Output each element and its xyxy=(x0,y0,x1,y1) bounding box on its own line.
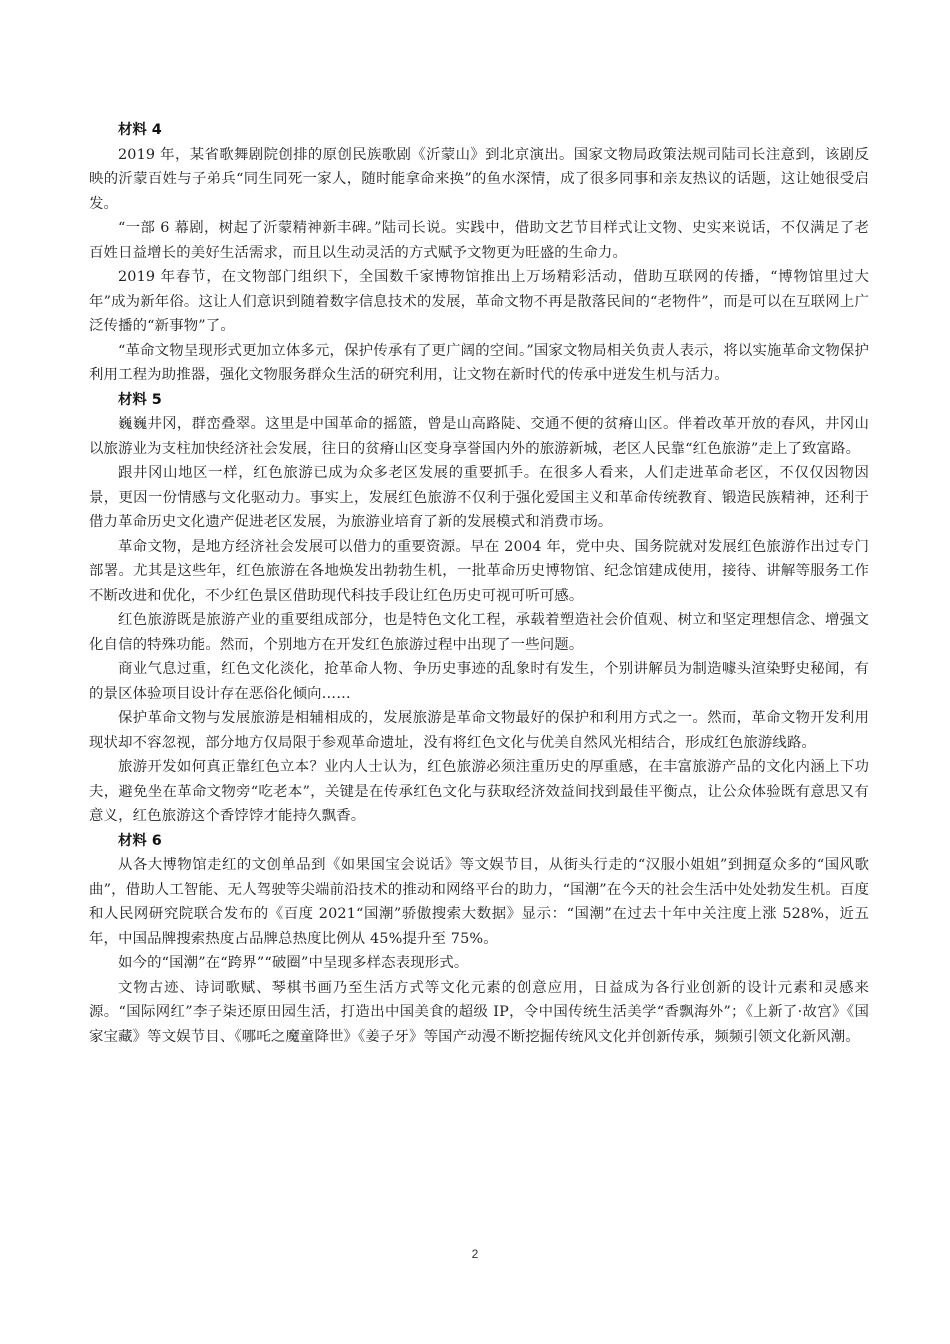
paragraph: “一部 6 幕剧，树起了沂蒙精神新丰碑。”陆司长说。实践中，借助文艺节目样式让文物、史实来说话，不仅满足了老百姓日益增长的美好生活需求，而且以生动灵活的方式赋予文物更为旺盛的生命力。 xyxy=(89,220,869,261)
paragraph: 革命文物，是地方经济社会发展可以借力的重要资源。早在 2004 年，党中央、国务院就对发展红色旅游作出过专门部署。尤其是这些年，红色旅游在各地焕发出勃勃生机，一批革命历史博物馆、纪念馆建成使用，接待、讲解等服务工作不断改进和优化，不少红色景区借助现代科技手段让红色历史可视可听可感。 xyxy=(89,538,869,604)
paragraph: 从各大博物馆走红的文创单品到《如果国宝会说话》等文娱节目，从街头行走的“汉服小姐姐”到拥趸众多的“国风歌曲”，借助人工智能、无人驾驶等尖端前沿技术的推动和网络平台的助力，“国潮”在今天的社会生活中处处勃发生机。百度和人民网研究院联合发布的《百度 2021“国潮”骄傲搜索大数据》显示：“国潮”在过去十年中关注度上涨 528%，近五年，中国品牌搜索热度占品牌总热度比例从 45%提升至 75%。 xyxy=(89,857,869,947)
section-material-4 xyxy=(89,118,869,388)
paragraph: 如今的“国潮”在“跨界”“破圈”中呈现多样态表现形式。 xyxy=(118,955,469,971)
paragraph: 商业气息过重，红色文化淡化，抢革命人物、争历史事迹的乱象时有发生，个别讲解员为制造噱头渲染野史秘闻，有的景区体验项目设计存在恶俗化倾向…… xyxy=(89,661,869,702)
section-heading: 材料 6 xyxy=(118,832,162,849)
paragraph: 2019 年，某省歌舞剧院创排的原创民族歌剧《沂蒙山》到北京演出。国家文物局政策法规司陆司长注意到，该剧反映的沂蒙百姓与子弟兵“同生同死一家人，随时能拿命来换”的鱼水深情，成了很多同事和亲友热议的话题，这让她很受启发。 xyxy=(89,146,869,212)
paragraph: 文物古迹、诗词歌赋、琴棋书画乃至生活方式等文化元素的创意应用，日益成为各行业创新的设计元素和灵感来源。“国际网红”李子柒还原田园生活，打造出中国美食的超级 IP，令中国传统生活美学“香飘海外”；《上新了·故宫》《国家宝藏》等文娱节目、《哪吒之魔童降世》《姜子牙》等国产动漫不断挖掘传统风文化并创新传承，频频引领文化新风潮。 xyxy=(89,979,869,1045)
paragraph: 旅游开发如何真正靠红色立本？业内人士认为，红色旅游必须注重历史的厚重感，在丰富旅游产品的文化内涵上下功夫，避免坐在革命文物旁“吃老本”，关键是在传承红色文化与获取经济效益间找到最佳平衡点，让公众体验既有意思又有意义，红色旅游这个香饽饽才能持久飘香。 xyxy=(89,759,869,824)
paragraph: “革命文物呈现形式更加立体多元，保护传承有了更广阔的空间。”国家文物局相关负责人表示，将以实施革命文物保护利用工程为助推器，强化文物服务群众生活的研究利用，让文物在新时代的传承中迸发生机与活力。 xyxy=(89,342,869,383)
section-heading: 材料 5 xyxy=(118,391,162,408)
section-material-6 xyxy=(89,829,869,1050)
section-heading: 材料 4 xyxy=(118,122,162,138)
paragraph: 跟井冈山地区一样，红色旅游已成为众多老区发展的重要抓手。在很多人看来，人们走进革命老区，不仅仅因物因景，更因一份情感与文化驱动力。事实上，发展红色旅游不仅利于强化爱国主义和革命传统教育、锻造民族精神，还利于借力革命历史文化遗产促进老区发展，为旅游业培育了新的发展模式和消费市场。 xyxy=(89,465,869,530)
paragraph: 2019 年春节，在文物部门组织下，全国数千家博物馆推出上万场精彩活动，借助互联网的传播，“博物馆里过大年”成为新年俗。这让人们意识到随着数字信息技术的发展，革命文物不再是散落民间的“老物件”，而是可以在互联网上广泛传播的“新事物”了。 xyxy=(89,269,869,334)
paragraph: 巍巍井冈，群峦叠翠。这里是中国革命的摇篮，曾是山高路陡、交通不便的贫瘠山区。伴着改革开放的春风，井冈山以旅游业为支柱加快经济社会发展，往日的贫瘠山区变身享誉国内外的旅游新城，老区人民靠“红色旅游”走上了致富路。 xyxy=(89,416,869,457)
document-body xyxy=(89,118,869,1049)
paragraph: 保护革命文物与发展旅游是相辅相成的，发展旅游是革命文物最好的保护和利用方式之一。然而，革命文物开发利用现状却不容忽视，部分地方仅局限于参观革命遗址，没有将红色文化与优美自然风光相结合，形成红色旅游线路。 xyxy=(89,710,869,751)
paragraph: 红色旅游既是旅游产业的重要组成部分，也是特色文化工程，承载着塑造社会价值观、树立和坚定理想信念、增强文化自信的特殊功能。然而，个别地方在开发红色旅游过程中出现了一些问题。 xyxy=(89,612,869,653)
section-material-5 xyxy=(89,388,869,829)
page-number: 2 xyxy=(471,1247,479,1261)
